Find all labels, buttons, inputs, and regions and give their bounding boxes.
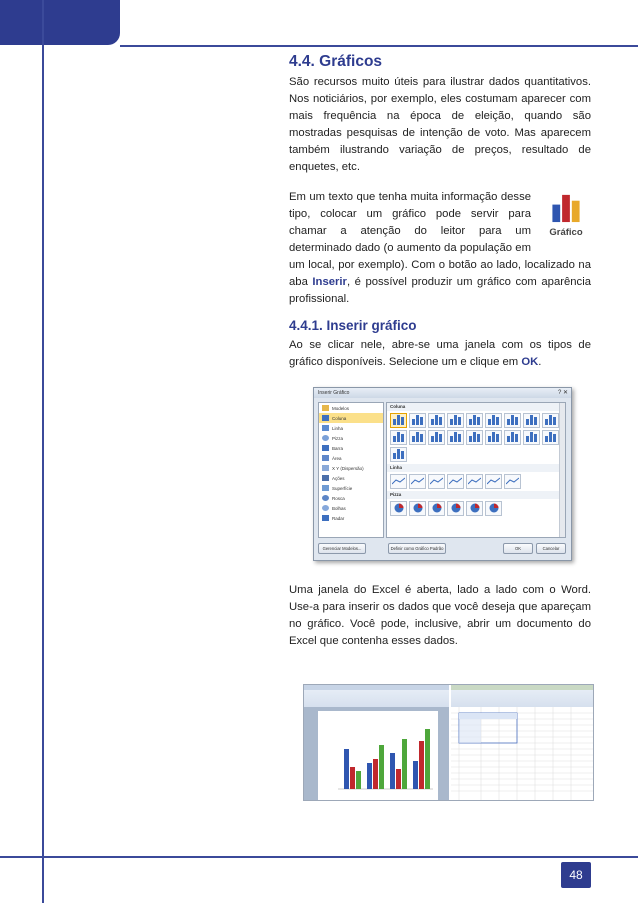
- tile-bar: [534, 434, 537, 442]
- excel-title-bar: [451, 685, 593, 690]
- chart-type-tile: [390, 447, 407, 462]
- tile-bar: [526, 436, 529, 442]
- chart-type-tile: [542, 430, 559, 445]
- tile-bar: [435, 432, 438, 442]
- chart-type-tile: [485, 474, 502, 489]
- excel-grid: [451, 707, 593, 800]
- chart-type-tile: [390, 413, 407, 428]
- subsection-paragraph-1-text-end: .: [538, 356, 542, 368]
- tile-bar: [397, 415, 400, 425]
- column-chart-icon: [322, 415, 329, 421]
- tile-bar: [534, 417, 537, 425]
- tile-bar: [412, 436, 415, 442]
- chart-type-tile: [504, 474, 521, 489]
- chart-type-tile: [466, 474, 483, 489]
- group-line: Linha: [387, 464, 565, 472]
- illustration-bar: [379, 745, 384, 789]
- illustration-bar: [350, 767, 355, 789]
- category-item: [319, 413, 383, 423]
- category-item: [319, 443, 383, 453]
- tile-bar: [549, 415, 552, 425]
- chart-type-tile: [428, 430, 445, 445]
- chart-icon: [549, 191, 583, 224]
- tile-bar: [549, 432, 552, 442]
- category-item: [319, 403, 383, 413]
- tile-bar: [473, 432, 476, 442]
- line-tiles: [387, 472, 565, 491]
- category-label: Área: [332, 455, 342, 461]
- tile-bar: [401, 451, 404, 459]
- illustration-bar: [413, 761, 418, 789]
- pie-tile-icon: [432, 503, 442, 513]
- doughnut-chart-icon: [322, 495, 329, 501]
- category-item: [319, 493, 383, 503]
- top-rule: [120, 45, 638, 47]
- line-tile-icon: [468, 477, 481, 486]
- chart-type-tile: [409, 474, 426, 489]
- ok-keyword: OK: [521, 356, 539, 368]
- category-item: [319, 433, 383, 443]
- category-item: [319, 423, 383, 433]
- chart-type-tile: [428, 501, 445, 516]
- category-item: [319, 473, 383, 483]
- tile-bar: [450, 419, 453, 425]
- tile-bar: [553, 434, 556, 442]
- bar-chart-icon: [322, 445, 329, 451]
- corner-tab: [0, 0, 120, 45]
- paragraph-2-text-start: Em um texto que tenha muita informação desse tipo, colocar um gráfico pode servir para chamar a atenção do leitor para um determinado dado (o aumento da população em um local, por exemplo). Com o botão ao lado, localizado na aba: [289, 191, 591, 288]
- line-tile-icon: [411, 477, 424, 486]
- dialog-close: ? ✕: [557, 390, 568, 396]
- tile-bar: [393, 419, 396, 425]
- chart-type-tile: [409, 413, 426, 428]
- tile-bar: [515, 417, 518, 425]
- bottom-rule: [0, 856, 638, 858]
- chart-type-tile: [542, 413, 559, 428]
- bubble-chart-icon: [322, 505, 329, 511]
- manage-templates-button: Gerenciar Modelos...: [318, 543, 366, 554]
- chart-type-tile: [466, 413, 483, 428]
- inserir-keyword: Inserir: [312, 276, 347, 288]
- cancel-button: Cancelar: [536, 543, 566, 554]
- pie-tile-icon: [489, 503, 499, 513]
- scatter-chart-icon: [322, 465, 329, 471]
- chart-type-tile: [504, 430, 521, 445]
- tile-bar: [507, 436, 510, 442]
- chart-type-tile: [447, 430, 464, 445]
- category-label: Coluna: [332, 415, 347, 421]
- tile-bar: [435, 415, 438, 425]
- pie-tile-icon: [470, 503, 480, 513]
- category-label: Barra: [332, 445, 344, 451]
- set-default-button: Definir como Gráfico Padrão: [388, 543, 446, 554]
- line-tile-icon: [487, 477, 500, 486]
- illustration-bar: [402, 739, 407, 789]
- pie-tile-icon: [394, 503, 404, 513]
- dialog-buttons: [318, 543, 565, 553]
- left-rule: [42, 0, 44, 903]
- tile-bar: [469, 436, 472, 442]
- category-item: [319, 453, 383, 463]
- chart-type-tile: [485, 413, 502, 428]
- chart-type-tile: [523, 430, 540, 445]
- chart-type-gallery: [386, 402, 566, 538]
- illustration-bar: [396, 769, 401, 789]
- chart-button: [541, 191, 591, 241]
- tile-bar: [458, 417, 461, 425]
- chart-type-tile: [466, 501, 483, 516]
- chart-category-list: [318, 402, 384, 538]
- radar-chart-icon: [322, 515, 329, 521]
- category-label: Superfície: [332, 485, 353, 491]
- paragraph-2-text-end: , é possível produzir um gráfico com aparência profissional.: [289, 276, 591, 305]
- section-paragraph-1: São recursos muito úteis para ilustrar dados quantitativos. Nos noticiários, por exemplo, eles costumam aparecer com mais frequência na época de eleição, quando são mostradas pesquisas de intenção de voto. Mas aparecem também ilustrando variação de preços, resultado de enquetes, etc.: [289, 76, 591, 173]
- tile-bar: [515, 434, 518, 442]
- tile-bar: [401, 434, 404, 442]
- word-document-area: [304, 707, 449, 800]
- tile-bar: [553, 417, 556, 425]
- subsection-paragraph-2: Uma janela do Excel é aberta, lado a lado com o Word. Use-a para inserir os dados que você deseja que apareçam no gráfico. Você pode, inclusive, abrir um documento do Excel que contenha esses dados.: [289, 584, 591, 647]
- word-ribbon: [304, 685, 449, 707]
- subsection-title: 4.4.1. Inserir gráfico: [289, 318, 417, 333]
- tile-bar: [439, 434, 442, 442]
- tile-bar: [416, 432, 419, 442]
- subsection-paragraph-1-text-start: Ao se clicar nele, abre-se uma janela com os tipos de gráfico disponíveis. Selecione um e clique em: [289, 339, 591, 368]
- chart-type-tile: [447, 501, 464, 516]
- folder-icon: [322, 405, 329, 411]
- pie-tiles: [387, 499, 565, 518]
- chart-type-tile: [485, 430, 502, 445]
- tile-bar: [431, 436, 434, 442]
- tile-bar: [545, 419, 548, 425]
- tile-bar: [492, 432, 495, 442]
- tile-bar: [477, 417, 480, 425]
- tile-bar: [469, 419, 472, 425]
- section-title: 4.4. Gráficos: [289, 53, 383, 70]
- chart-type-tile: [390, 430, 407, 445]
- illustration-bar: [344, 749, 349, 789]
- dialog-title: Inserir Gráfico: [314, 388, 571, 398]
- chart-type-tile: [447, 413, 464, 428]
- tile-bar: [530, 432, 533, 442]
- tile-bar: [488, 436, 491, 442]
- pie-chart-icon: [322, 435, 329, 441]
- tile-bar: [530, 415, 533, 425]
- tile-bar: [454, 432, 457, 442]
- word-page: [318, 711, 438, 800]
- tile-bar: [545, 436, 548, 442]
- line-tile-icon: [506, 477, 519, 486]
- section-paragraph-2: [289, 189, 591, 308]
- area-chart-icon: [322, 455, 329, 461]
- tile-bar: [420, 417, 423, 425]
- column-tiles: [387, 411, 565, 464]
- group-column: Coluna: [387, 403, 565, 411]
- chart-type-tile: [485, 501, 502, 516]
- line-chart-icon: [322, 425, 329, 431]
- tile-bar: [412, 419, 415, 425]
- tile-bar: [488, 419, 491, 425]
- line-tile-icon: [392, 477, 405, 486]
- category-item: [319, 463, 383, 473]
- stock-chart-icon: [322, 475, 329, 481]
- category-label: Linha: [332, 425, 344, 431]
- tile-bar: [526, 419, 529, 425]
- category-item: [319, 483, 383, 493]
- illustration-bar: [373, 759, 378, 789]
- tile-bar: [397, 432, 400, 442]
- line-tile-icon: [449, 477, 462, 486]
- category-label: Bolhas: [332, 505, 346, 511]
- line-tile-icon: [430, 477, 443, 486]
- tile-bar: [473, 415, 476, 425]
- illustration-bar: [356, 771, 361, 789]
- chart-icon-label: Gráfico: [549, 227, 583, 238]
- page-number: 48: [561, 862, 591, 888]
- tile-bar: [507, 419, 510, 425]
- chart-type-tile: [409, 430, 426, 445]
- chart-type-tile: [390, 501, 407, 516]
- tile-bar: [458, 434, 461, 442]
- chart-type-tile: [523, 413, 540, 428]
- illustration-bar: [367, 763, 372, 789]
- chart-type-tile: [504, 413, 521, 428]
- category-item: [319, 513, 383, 523]
- category-label: X Y (Dispersão): [332, 465, 364, 471]
- ok-button: OK: [503, 543, 533, 554]
- surface-chart-icon: [322, 485, 329, 491]
- tile-bar: [401, 417, 404, 425]
- insert-chart-dialog-screenshot: [313, 387, 572, 561]
- tile-bar: [420, 434, 423, 442]
- illustration-bar: [419, 741, 424, 789]
- tile-bar: [439, 417, 442, 425]
- category-label: Pizza: [332, 435, 344, 441]
- word-excel-screenshot: [303, 684, 594, 801]
- category-item: [319, 503, 383, 513]
- tile-bar: [454, 415, 457, 425]
- tile-bar: [496, 417, 499, 425]
- chart-type-tile: [428, 413, 445, 428]
- chart-type-tile: [409, 501, 426, 516]
- illustration-bar: [425, 729, 430, 789]
- chart-type-tile: [447, 474, 464, 489]
- word-column-chart: [318, 711, 438, 800]
- tile-bar: [511, 415, 514, 425]
- tile-bar: [393, 453, 396, 459]
- chart-type-tile: [390, 474, 407, 489]
- tile-bar: [397, 449, 400, 459]
- excel-ribbon: [451, 685, 593, 707]
- tile-bar: [431, 419, 434, 425]
- tile-bar: [393, 436, 396, 442]
- category-label: Rosca: [332, 495, 345, 501]
- tile-bar: [477, 434, 480, 442]
- tile-bar: [496, 434, 499, 442]
- tile-bar: [492, 415, 495, 425]
- group-pie: Pizza: [387, 491, 565, 499]
- illustration-bar: [390, 753, 395, 789]
- tile-bar: [511, 432, 514, 442]
- tile-bar: [416, 415, 419, 425]
- category-label: Ações: [332, 475, 345, 481]
- category-label: Radar: [332, 515, 345, 521]
- pie-tile-icon: [413, 503, 423, 513]
- chart-type-tile: [428, 474, 445, 489]
- word-title-bar: [304, 685, 449, 690]
- tile-bar: [450, 436, 453, 442]
- category-label: Modelos: [332, 405, 350, 411]
- subsection-paragraph-1: [289, 337, 591, 371]
- gallery-scrollbar: [559, 403, 565, 537]
- pie-tile-icon: [451, 503, 461, 513]
- excel-sheet-area: [451, 707, 593, 800]
- chart-type-tile: [466, 430, 483, 445]
